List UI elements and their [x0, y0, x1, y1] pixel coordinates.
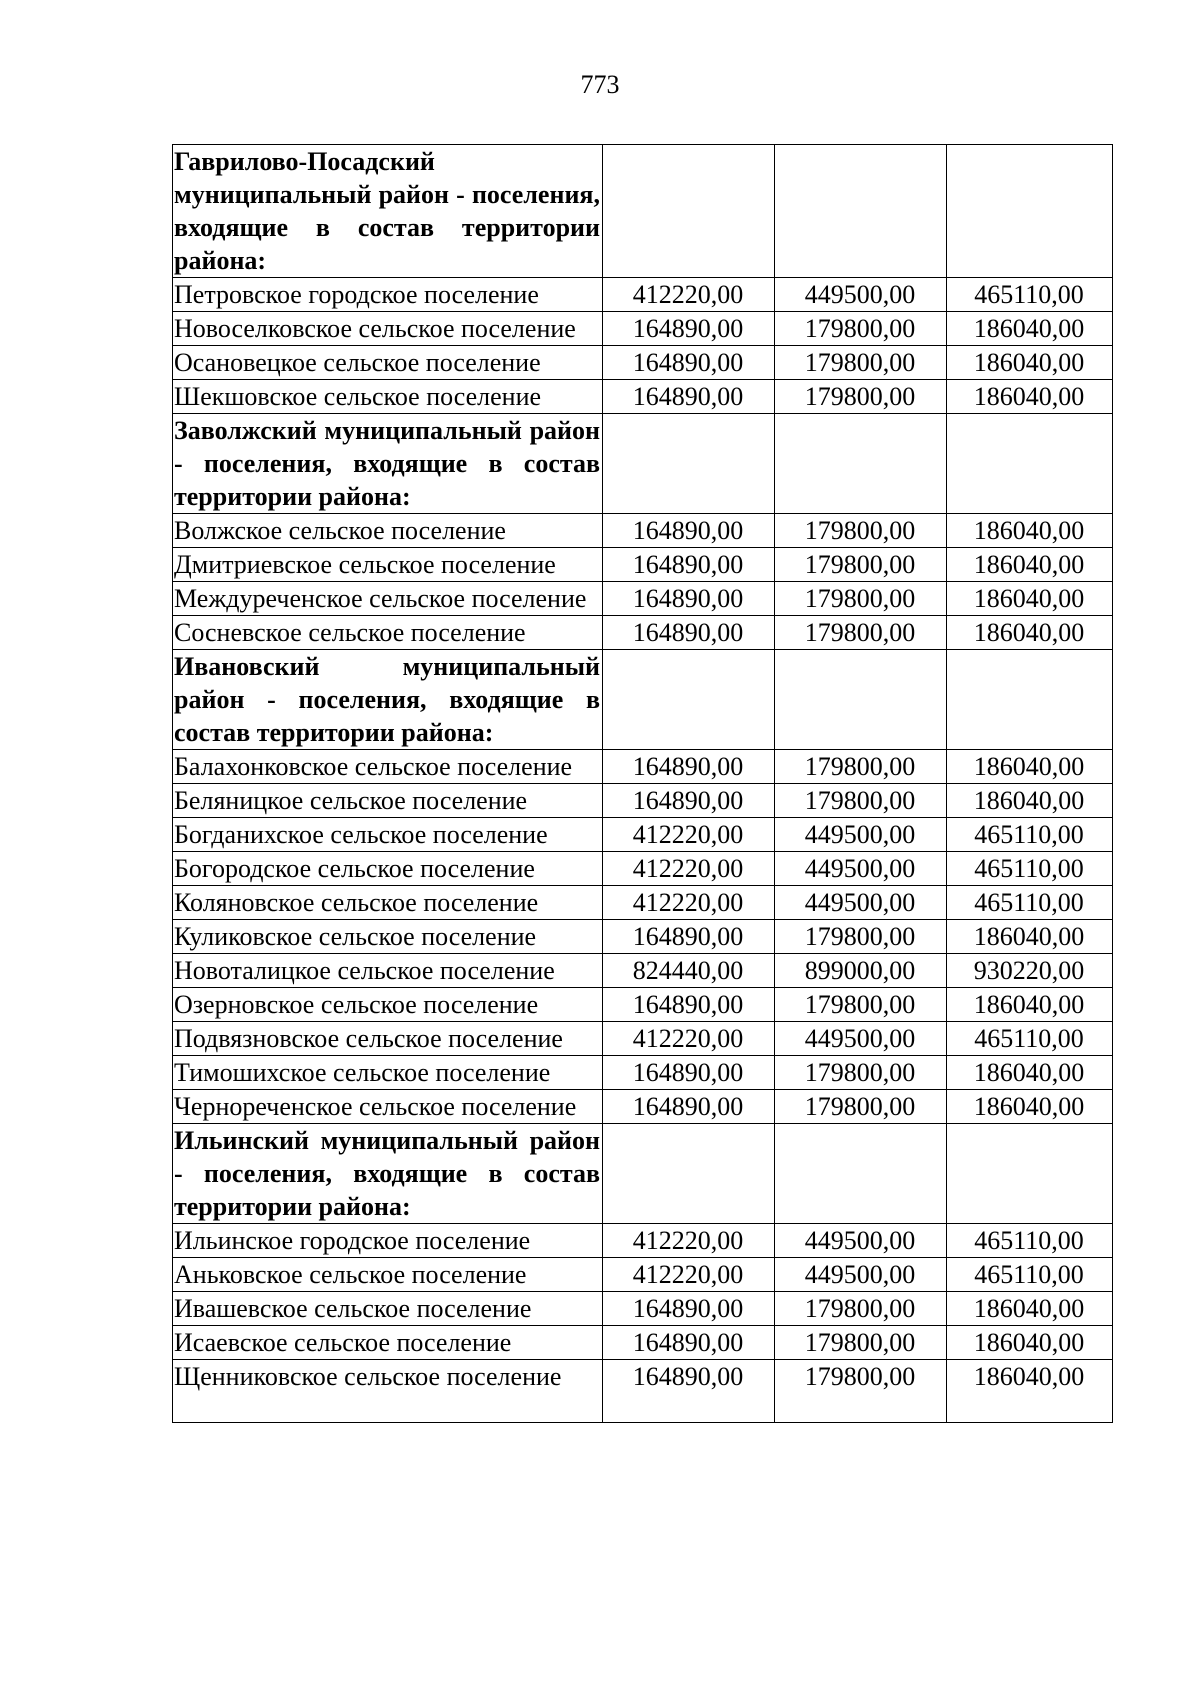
table-row [173, 988, 1113, 1022]
value-cell-2: 179800,00 [775, 616, 947, 650]
value-cell-1: 164890,00 [603, 582, 775, 616]
value-cell-2: 179800,00 [775, 1360, 947, 1423]
table-row [173, 886, 1113, 920]
settlement-name-cell: Шекшовское сельское поселение [173, 380, 603, 414]
district-name-cell: Гаврилово-Посадский муниципальный район - поселения, входящие в состав территории района: [173, 145, 603, 278]
value-cell-3: 186040,00 [947, 582, 1113, 616]
value-cell-1: 164890,00 [603, 1292, 775, 1326]
value-cell-2 [775, 1124, 947, 1224]
settlement-name-cell: Богородское сельское поселение [173, 852, 603, 886]
value-cell-1: 164890,00 [603, 1360, 775, 1423]
table-row [173, 750, 1113, 784]
value-cell-1: 164890,00 [603, 784, 775, 818]
settlement-name-cell: Озерновское сельское поселение [173, 988, 603, 1022]
value-cell-3: 186040,00 [947, 750, 1113, 784]
settlement-name-cell: Балахонковское сельское поселение [173, 750, 603, 784]
settlement-name-cell: Новоталицкое сельское поселение [173, 954, 603, 988]
value-cell-3: 186040,00 [947, 1090, 1113, 1124]
value-cell-2: 179800,00 [775, 988, 947, 1022]
value-cell-2: 449500,00 [775, 278, 947, 312]
value-cell-2 [775, 145, 947, 278]
value-cell-1: 412220,00 [603, 1022, 775, 1056]
value-cell-2: 449500,00 [775, 1224, 947, 1258]
value-cell-2: 179800,00 [775, 380, 947, 414]
value-cell-1: 412220,00 [603, 278, 775, 312]
value-cell-2: 449500,00 [775, 886, 947, 920]
table-row [173, 1224, 1113, 1258]
table-row [173, 548, 1113, 582]
table-row-district-group [173, 650, 1113, 750]
value-cell-2: 449500,00 [775, 1258, 947, 1292]
value-cell-3: 465110,00 [947, 818, 1113, 852]
table-row-district-group [173, 1124, 1113, 1224]
value-cell-3: 186040,00 [947, 380, 1113, 414]
table-row [173, 1258, 1113, 1292]
settlement-name-cell: Коляновское сельское поселение [173, 886, 603, 920]
value-cell-2 [775, 650, 947, 750]
settlement-name-cell: Беляницкое сельское поселение [173, 784, 603, 818]
value-cell-3: 186040,00 [947, 1056, 1113, 1090]
value-cell-2: 179800,00 [775, 750, 947, 784]
value-cell-3: 186040,00 [947, 1292, 1113, 1326]
table-row-district-group [173, 414, 1113, 514]
settlement-name-cell: Волжское сельское поселение [173, 514, 603, 548]
value-cell-2: 179800,00 [775, 1090, 947, 1124]
table-row [173, 380, 1113, 414]
district-name-cell: Заволжский муниципальный район - поселения, входящие в состав территории района: [173, 414, 603, 514]
value-cell-1 [603, 650, 775, 750]
settlement-name-cell: Ивашевское сельское поселение [173, 1292, 603, 1326]
value-cell-3: 186040,00 [947, 548, 1113, 582]
value-cell-3: 186040,00 [947, 988, 1113, 1022]
page-number: 773 [580, 70, 620, 99]
settlement-name-cell: Исаевское сельское поселение [173, 1326, 603, 1360]
value-cell-3 [947, 414, 1113, 514]
value-cell-1: 412220,00 [603, 852, 775, 886]
value-cell-2: 179800,00 [775, 784, 947, 818]
table-row [173, 1090, 1113, 1124]
value-cell-3: 465110,00 [947, 852, 1113, 886]
value-cell-2: 179800,00 [775, 548, 947, 582]
value-cell-3: 186040,00 [947, 346, 1113, 380]
value-cell-1: 164890,00 [603, 380, 775, 414]
settlement-name-cell: Сосневское сельское поселение [173, 616, 603, 650]
settlement-name-cell: Богданихское сельское поселение [173, 818, 603, 852]
value-cell-2: 899000,00 [775, 954, 947, 988]
value-cell-1: 164890,00 [603, 346, 775, 380]
value-cell-2: 179800,00 [775, 514, 947, 548]
table-row [173, 514, 1113, 548]
settlement-name-cell: Подвязновское сельское поселение [173, 1022, 603, 1056]
value-cell-1: 412220,00 [603, 818, 775, 852]
table-row-district-group [173, 145, 1113, 278]
value-cell-3: 186040,00 [947, 514, 1113, 548]
table-row [173, 784, 1113, 818]
value-cell-2: 449500,00 [775, 852, 947, 886]
value-cell-1: 412220,00 [603, 886, 775, 920]
value-cell-1 [603, 145, 775, 278]
value-cell-1: 164890,00 [603, 920, 775, 954]
settlement-name-cell: Ильинское городское поселение [173, 1224, 603, 1258]
table-row [173, 920, 1113, 954]
table-row [173, 616, 1113, 650]
table-row [173, 1360, 1113, 1423]
value-cell-1: 164890,00 [603, 312, 775, 346]
value-cell-1: 164890,00 [603, 616, 775, 650]
table-row [173, 852, 1113, 886]
value-cell-1: 412220,00 [603, 1258, 775, 1292]
value-cell-3: 465110,00 [947, 886, 1113, 920]
settlement-name-cell: Петровское городское поселение [173, 278, 603, 312]
settlement-name-cell: Осановецкое сельское поселение [173, 346, 603, 380]
table-row [173, 1056, 1113, 1090]
value-cell-2: 449500,00 [775, 818, 947, 852]
table-row [173, 278, 1113, 312]
value-cell-3: 186040,00 [947, 1360, 1113, 1423]
value-cell-3 [947, 1124, 1113, 1224]
table-row [173, 346, 1113, 380]
value-cell-3: 186040,00 [947, 312, 1113, 346]
district-name-cell: Ильинский муниципальный район - поселения, входящие в состав территории района: [173, 1124, 603, 1224]
value-cell-1: 164890,00 [603, 548, 775, 582]
value-cell-1: 164890,00 [603, 1056, 775, 1090]
table-row [173, 954, 1113, 988]
table-row [173, 1022, 1113, 1056]
value-cell-3: 465110,00 [947, 1258, 1113, 1292]
table-row [173, 312, 1113, 346]
value-cell-1 [603, 414, 775, 514]
value-cell-1: 824440,00 [603, 954, 775, 988]
settlement-name-cell: Щенниковское сельское поселение [173, 1360, 603, 1423]
value-cell-1: 164890,00 [603, 1090, 775, 1124]
table-row [173, 818, 1113, 852]
settlement-name-cell: Аньковское сельское поселение [173, 1258, 603, 1292]
table-row [173, 582, 1113, 616]
settlement-name-cell: Новоселковское сельское поселение [173, 312, 603, 346]
value-cell-3: 186040,00 [947, 920, 1113, 954]
value-cell-3: 465110,00 [947, 278, 1113, 312]
value-cell-2: 449500,00 [775, 1022, 947, 1056]
table-row [173, 1292, 1113, 1326]
value-cell-3: 186040,00 [947, 1326, 1113, 1360]
table-row [173, 1326, 1113, 1360]
district-name-cell: Ивановский муниципальный район - поселения, входящие в состав территории района: [173, 650, 603, 750]
table-body [173, 145, 1113, 1423]
settlement-name-cell: Дмитриевское сельское поселение [173, 548, 603, 582]
value-cell-3: 930220,00 [947, 954, 1113, 988]
value-cell-2 [775, 414, 947, 514]
value-cell-2: 179800,00 [775, 312, 947, 346]
settlement-name-cell: Чернореченское сельское поселение [173, 1090, 603, 1124]
value-cell-1: 164890,00 [603, 1326, 775, 1360]
settlement-name-cell: Тимошихское сельское поселение [173, 1056, 603, 1090]
value-cell-3: 465110,00 [947, 1224, 1113, 1258]
value-cell-2: 179800,00 [775, 346, 947, 380]
value-cell-1: 164890,00 [603, 988, 775, 1022]
value-cell-1: 164890,00 [603, 514, 775, 548]
value-cell-3 [947, 145, 1113, 278]
value-cell-2: 179800,00 [775, 1056, 947, 1090]
value-cell-1: 164890,00 [603, 750, 775, 784]
value-cell-2: 179800,00 [775, 920, 947, 954]
value-cell-2: 179800,00 [775, 1292, 947, 1326]
value-cell-3 [947, 650, 1113, 750]
value-cell-3: 186040,00 [947, 616, 1113, 650]
value-cell-3: 186040,00 [947, 784, 1113, 818]
value-cell-2: 179800,00 [775, 1326, 947, 1360]
settlement-name-cell: Куликовское сельское поселение [173, 920, 603, 954]
value-cell-1: 412220,00 [603, 1224, 775, 1258]
settlement-name-cell: Междуреченское сельское поселение [173, 582, 603, 616]
value-cell-3: 465110,00 [947, 1022, 1113, 1056]
value-cell-1 [603, 1124, 775, 1224]
value-cell-2: 179800,00 [775, 582, 947, 616]
settlements-budget-table [172, 144, 1113, 1423]
